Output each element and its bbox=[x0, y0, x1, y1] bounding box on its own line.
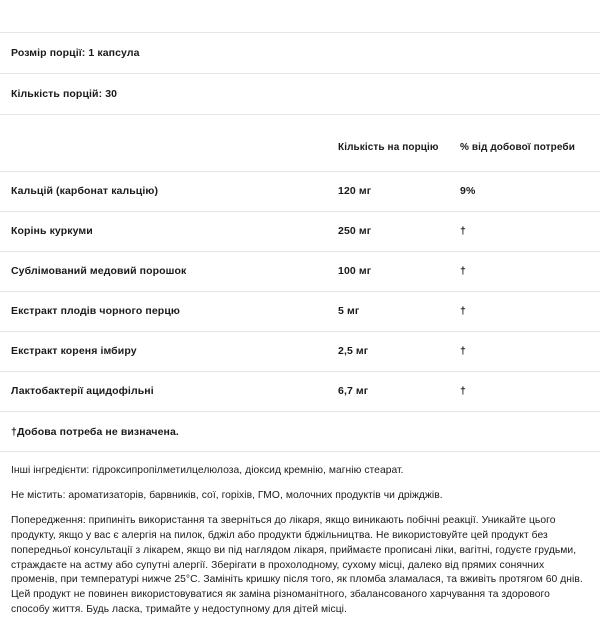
nutrient-amount: 5 мг bbox=[338, 291, 460, 331]
notes-section bbox=[0, 451, 600, 618]
daily-value-footnote: †Добова потреба не визначена. bbox=[11, 425, 179, 438]
table-row bbox=[0, 371, 600, 411]
nutrient-amount: 100 мг bbox=[338, 251, 460, 291]
nutrient-name: Корінь куркуми bbox=[0, 211, 338, 251]
serving-size-label: Розмір порції: 1 капсула bbox=[11, 46, 140, 59]
column-header-percent-daily-value: % від добової потреби bbox=[460, 142, 575, 153]
servings-per-container-row bbox=[0, 74, 600, 114]
top-spacer bbox=[0, 0, 600, 32]
column-header-nutrient bbox=[0, 115, 338, 171]
nutrient-daily-value: † bbox=[460, 211, 600, 251]
daily-value-footnote-row bbox=[0, 411, 600, 451]
table-header-row bbox=[0, 115, 600, 171]
nutrient-name: Сублімований медовий порошок bbox=[0, 251, 338, 291]
nutrient-amount: 6,7 мг bbox=[338, 371, 460, 411]
servings-per-container-label: Кількість порцій: 30 bbox=[11, 87, 118, 100]
table-row bbox=[0, 331, 600, 371]
table-row bbox=[0, 251, 600, 291]
nutrient-name: Екстракт плодів чорного перцю bbox=[0, 291, 338, 331]
nutrient-daily-value: † bbox=[460, 331, 600, 371]
nutrient-daily-value: 9% bbox=[460, 171, 600, 211]
column-header-amount-per-serving: Кількість на порцію bbox=[338, 142, 439, 153]
supplement-facts-table bbox=[0, 115, 600, 411]
nutrient-name: Екстракт кореня імбиру bbox=[0, 331, 338, 371]
nutrient-daily-value: † bbox=[460, 291, 600, 331]
nutrient-daily-value: † bbox=[460, 371, 600, 411]
serving-size-row bbox=[0, 33, 600, 73]
nutrient-amount: 120 мг bbox=[338, 171, 460, 211]
table-head bbox=[0, 115, 600, 171]
nutrient-daily-value: † bbox=[460, 251, 600, 291]
table-row bbox=[0, 211, 600, 251]
nutrient-amount: 250 мг bbox=[338, 211, 460, 251]
table-body bbox=[0, 171, 600, 411]
free-from-text: Не містить: ароматизаторів, барвників, сої, горіхів, ГМО, молочних продуктів чи дріжджів. bbox=[11, 489, 443, 501]
table-row bbox=[0, 291, 600, 331]
nutrient-amount: 2,5 мг bbox=[338, 331, 460, 371]
table-row bbox=[0, 171, 600, 211]
other-ingredients-text: Інші інгредієнти: гідроксипропілметилцелюлоза, діоксид кремнію, магнію стеарат. bbox=[11, 465, 404, 476]
warning-text: Попередження: припиніть використання та зверніться до лікаря, якщо виникають побічні реакції. Уникайте цього продукту, якщо у вас є алергія на пилок, бджіл або продукти бджільництва. Не використовуйте цей продукт без попередньої консультації з лікарем, якщо ви під наглядом лікаря, приймаєте прописані ліки, вагітні, годуєте грудьми, страждаєте на астму або супутні алергії. Зберігати в прохолодному, сухому місці, далеко від прямих сонячних променів, при температурі нижче 25°C. Замініть кришку після того, як пломба зламалася, та вживіть протягом 60 днів. Цей продукт не повинен використовуватися як заміна різноманітного, збалансованого харчування та здорового способу життя. Будь ласка, тримайте у недоступному для дітей місці. bbox=[11, 514, 583, 616]
nutrient-name: Кальцій (карбонат кальцію) bbox=[0, 171, 338, 211]
nutrient-name: Лактобактерії ацидофільні bbox=[0, 371, 338, 411]
